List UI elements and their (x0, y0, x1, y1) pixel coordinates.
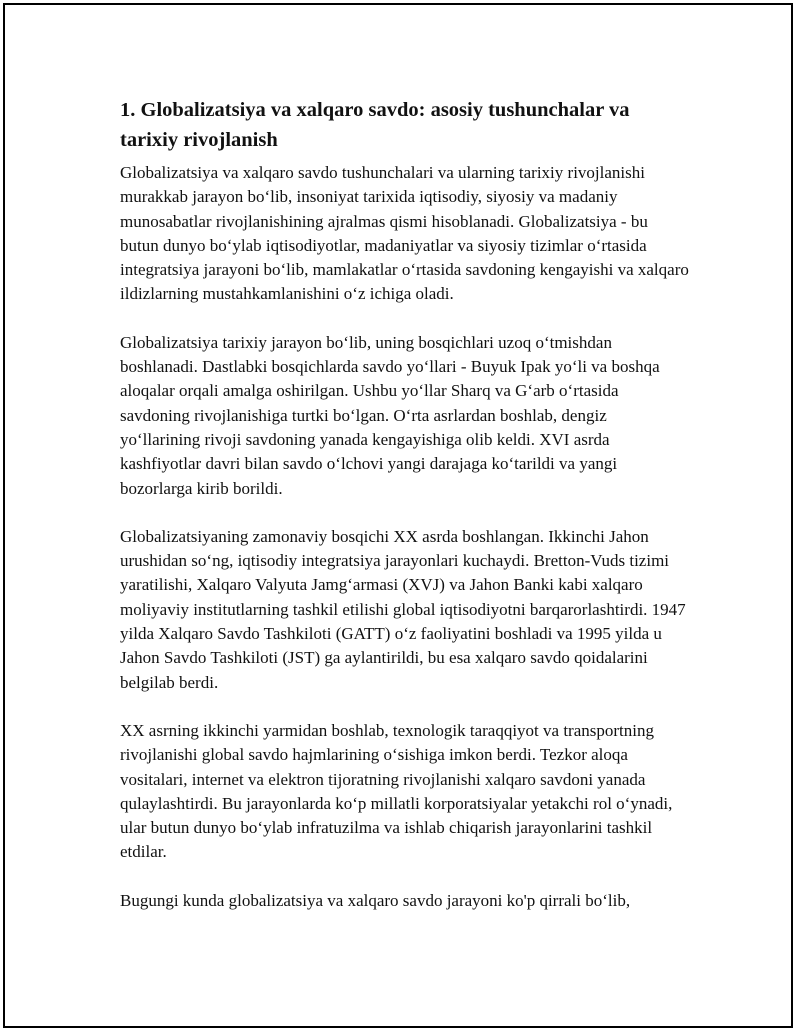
document-page (3, 3, 793, 1028)
paragraph-2: Globalizatsiya tarixiy jarayon bo‘lib, uning bosqichlari uzoq o‘tmishdan boshlanadi. Dastlabki bosqichlarda savdo yo‘llari - Buyuk Ipak yo‘li va boshqa aloqalar orqali amalga oshirilgan. Ushbu yo‘llar Sharq va G‘arb o‘rtasida savdoning rivojlanishiga turtki bo‘lgan. O‘rta asrlardan boshlab, dengiz yo‘llarining rivoji savdoning yanada kengayishiga olib keldi. XVI asrda kashfiyotlar davri bilan savdo o‘lchovi yangi darajaga ko‘tarildi va yangi bozorlarga kirib borildi. (120, 332, 660, 498)
document-body (120, 95, 690, 937)
paragraph-5: Bugungi kunda globalizatsiya va xalqaro savdo jarayoni ko'p qirrali bo‘lib, (120, 890, 631, 910)
paragraph-1: Globalizatsiya va xalqaro savdo tushunchalari va ularning tarixiy rivojlanishi murakkab jarayon bo‘lib, insoniyat tarixida iqtisodiy, siyosiy va madaniy munosabatlar rivojlanishining ajralmas qismi hisoblanadi. Globalizatsiya - bu butun dunyo bo‘ylab iqtisodiyotlar, madaniyatlar va siyosiy tizimlar o‘rtasida integratsiya jarayoni bo‘lib, mamlakatlar o‘rtasida savdoning kengayishi va xalqaro ildizlarning mustahkamlanishini o‘z ichiga oladi. (120, 163, 689, 304)
paragraph-4: XX asrning ikkinchi yarmidan boshlab, texnologik taraqqiyot va transportning rivojlanishi global savdo hajmlarining o‘sishiga imkon berdi. Tezkor aloqa vositalari, internet va elektron tijoratning rivojlanishi xalqaro savdoni yanada qulaylashtirdi. Bu jarayonlarda ko‘p millatli korporatsiyalar yetakchi rol o‘ynadi, ular butun dunyo bo‘ylab infratuzilma va ishlab chiqarish jarayonlarini tashkil etdilar. (120, 720, 673, 862)
paragraph-3: Globalizatsiyaning zamonaviy bosqichi XX asrda boshlangan. Ikkinchi Jahon urushidan so‘ng, iqtisodiy integratsiya jarayonlari kuchaydi. Bretton-Vuds tizimi yaratilishi, Xalqaro Valyuta Jamg‘armasi (XVJ) va Jahon Banki kabi xalqaro moliyaviy institutlarning tashkil etilishi global iqtisodiyotni barqarorlashtirdi. 1947 yilda Xalqaro Savdo Tashkiloti (GATT) o‘z faoliyatini boshladi va 1995 yilda u Jahon Savdo Tashkiloti (JST) ga aylantirildi, bu esa xalqaro savdo qoidalarini belgilab berdi. (120, 526, 686, 692)
section-heading: 1. Globalizatsiya va xalqaro savdo: asosiy tushunchalar va tarixiy rivojlanish (120, 99, 630, 151)
